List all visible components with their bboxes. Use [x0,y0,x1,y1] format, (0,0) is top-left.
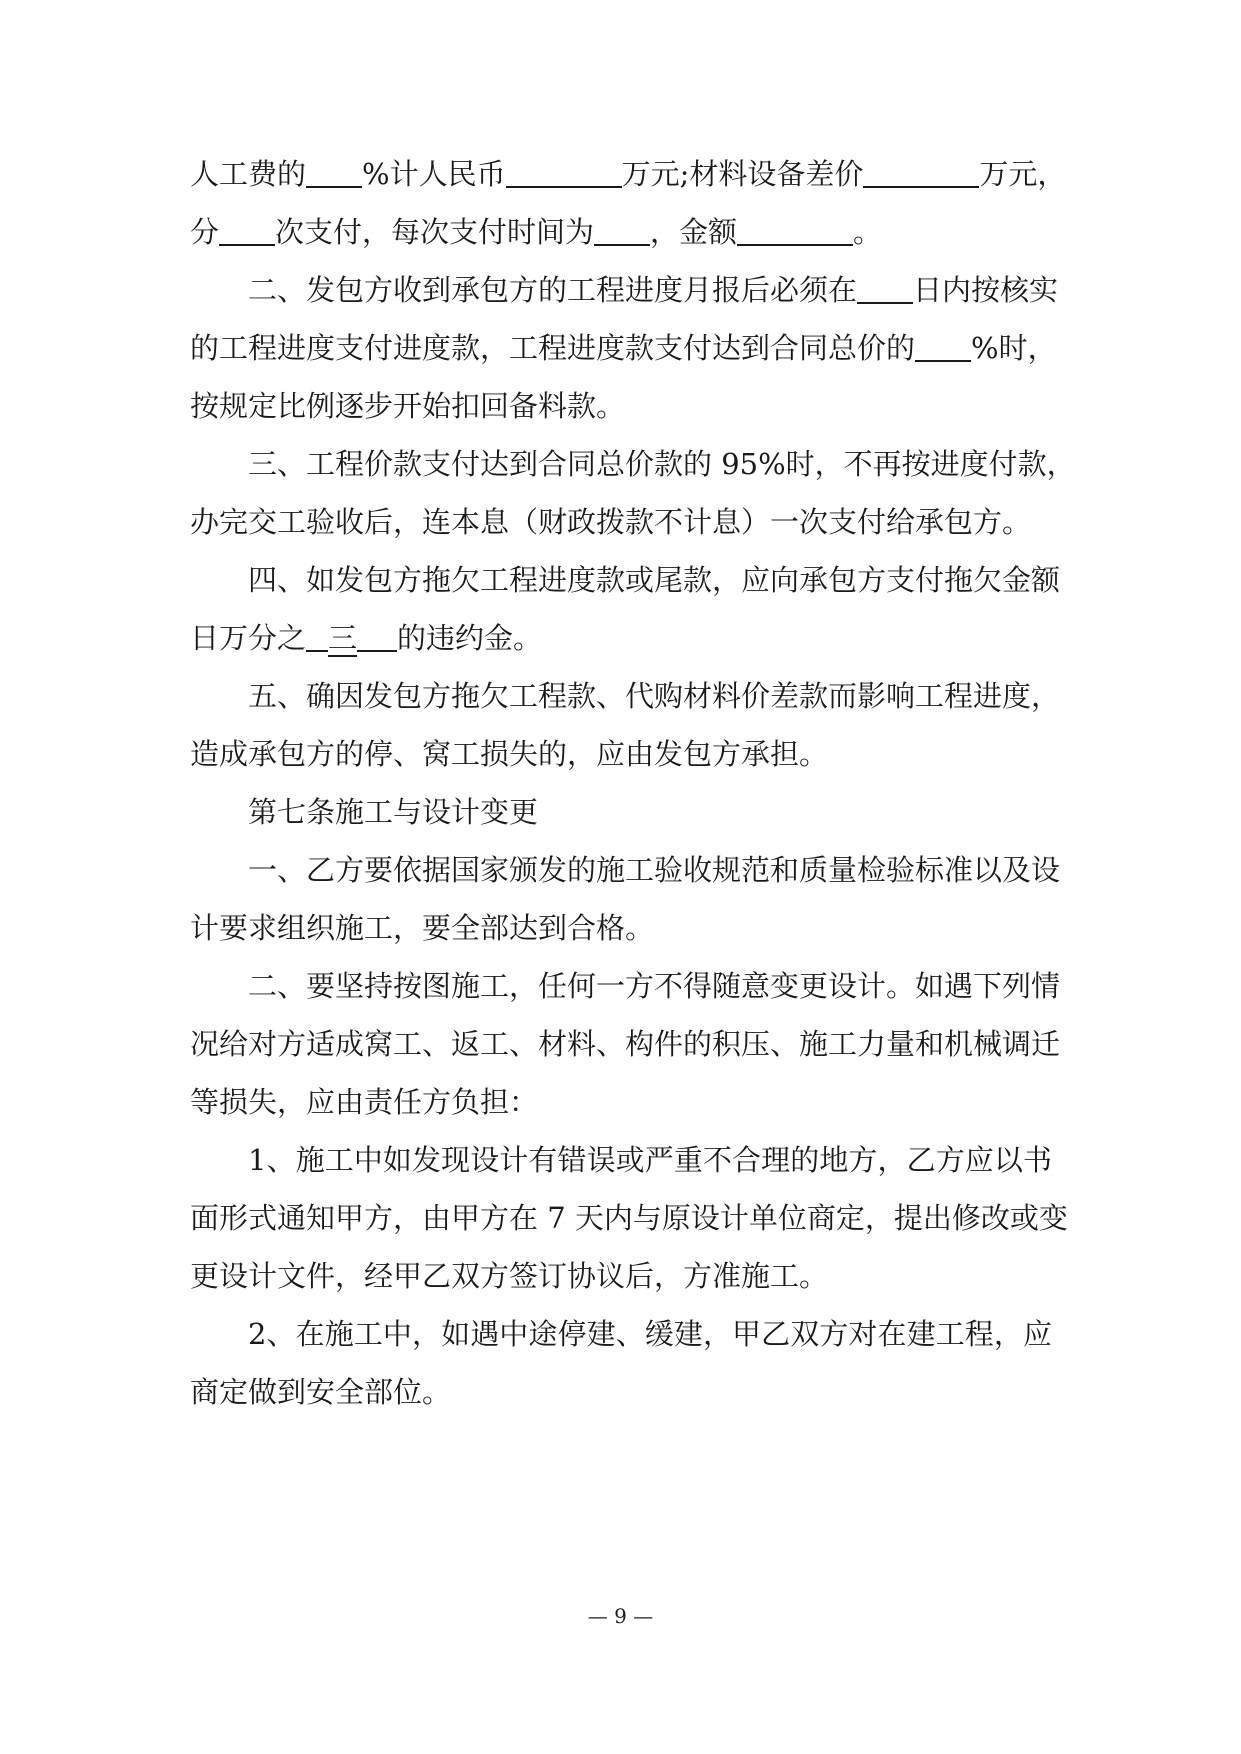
fill-blank [863,154,979,188]
fill-blank [737,212,853,246]
fill-blank [306,154,362,188]
text-line: 商定做到安全部位。 [190,1375,452,1409]
text-line: 造成承包方的停、窝工损失的，应由发包方承担。 [190,737,829,771]
fill-blank [506,154,622,188]
text-line: 更设计文件，经甲乙双方签订协议后，方准施工。 [190,1259,829,1293]
text-line: 况给对方适成窝工、返工、材料、构件的积压、施工力量和机械调迁 [190,1027,1061,1061]
text-line: 五、确因发包方拖欠工程款、代购材料价差款而影响工程进度， [248,679,1061,713]
fill-blank [306,618,328,652]
text-line: 三、工程价款支付达到合同总价款的 95%时，不再按进度付款， [248,447,1076,481]
text-line: 按规定比例逐步开始扣回备料款。 [190,389,626,423]
section-heading: 第七条施工与设计变更 [248,795,539,829]
text-line: 的工程进度支付进度款，工程进度款支付达到合同总价的 %时， [190,326,1052,370]
text-line: 日万分之 三 的违约金。 [190,616,1052,660]
text-line: 二、发包方收到承包方的工程进度月报后必须在 日内按核实 [190,268,1052,312]
page-number: — 9 — [587,1604,654,1628]
text-line: 等损失，应由责任方负担： [190,1085,539,1119]
fill-blank [219,212,275,246]
fill-blank [594,212,650,246]
text-line: 人工费的 %计人民币 万元;材料设备差价 万元， [190,152,1052,196]
text-line: 办完交工验收后，连本息（财政拨款不计息）一次支付给承包方。 [190,505,1032,539]
fill-blank [857,270,913,304]
fill-blank [915,328,971,362]
text-line: 二、要坚持按图施工，任何一方不得随意变更设计。如遇下列情 [248,969,1061,1003]
text-line: 计要求组织施工，要全部达到合格。 [190,911,655,945]
text-line: 一、乙方要依据国家颁发的施工验收规范和质量检验标准以及设 [248,853,1061,887]
text-line: 1、施工中如发现设计有错误或严重不合理的地方，乙方应以书 [248,1143,1052,1177]
text-line: 2、在施工中，如遇中途停建、缓建，甲乙双方对在建工程，应 [248,1317,1052,1351]
filled-value: 三 [328,621,358,655]
text-line: 面形式通知甲方，由甲方在 7 天内与原设计单位商定，提出修改或变 [190,1201,1068,1235]
fill-blank [357,618,397,652]
text-line: 分 次支付，每次支付时间为 ，金额 。 [190,210,1052,254]
text-line: 四、如发包方拖欠工程进度款或尾款，应向承包方支付拖欠金额 [248,563,1061,597]
